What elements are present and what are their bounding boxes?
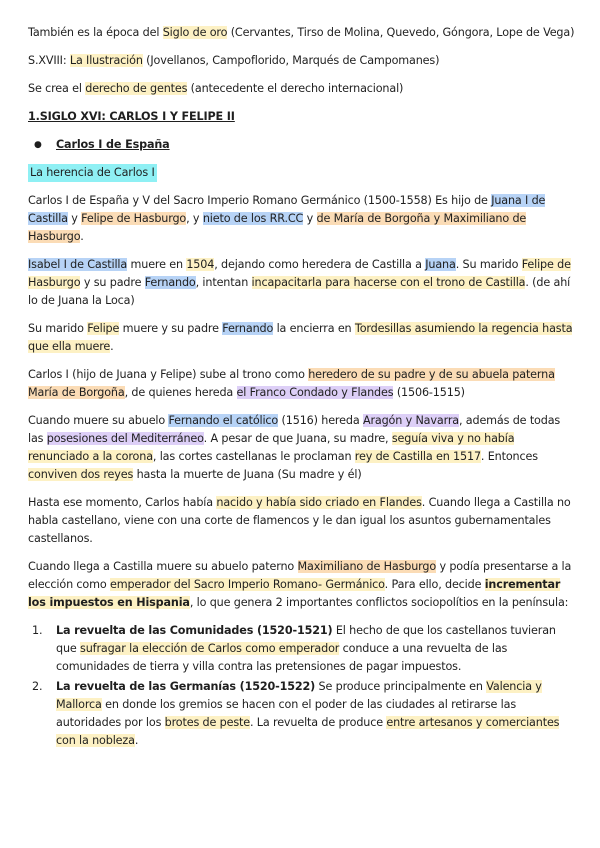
highlight: Valencia y Mallorca <box>56 680 542 711</box>
highlight: el Franco Condado y Flandes <box>236 386 394 399</box>
text: , lo que genera 2 importantes conflictos sociopolítios en la península: <box>189 596 569 609</box>
text: . <box>110 340 114 353</box>
text: (1516) hereda <box>278 414 363 427</box>
highlight: Fernando <box>144 276 196 289</box>
text: y podía presentarse a la elección como <box>28 560 572 591</box>
text: Carlos I de España y V del Sacro Imperio Romano Germánico (1500-1558) Es hijo de <box>28 194 492 207</box>
text: y <box>67 212 82 225</box>
highlight: incrementar los impuestos en Hispania <box>28 578 561 609</box>
highlight: de María de Borgoña y Maximiliano de Hasburgo <box>28 212 527 243</box>
text: . <box>134 734 139 747</box>
conflict-list <box>28 622 576 750</box>
text: . <box>80 230 84 243</box>
text: hasta la muerte de Juana (Su madre y él) <box>133 468 362 481</box>
highlight: Siglo de oro <box>162 26 228 39</box>
highlight: Juana I de Castilla <box>28 194 546 225</box>
text: S.XVIII: <box>28 54 70 67</box>
heading-tag-paragraph <box>28 164 576 182</box>
paragraph-isabel <box>28 256 576 310</box>
highlight: La Ilustración <box>69 54 143 67</box>
paragraph-carlos-trono <box>28 366 576 402</box>
highlight: heredero de su padre y de su abuela paterna María de Borgoña <box>28 368 555 399</box>
highlight: Felipe de Hasburgo <box>81 212 187 225</box>
list-item <box>28 678 576 750</box>
highlight: Isabel I de Castilla <box>28 258 128 271</box>
text: en donde los gremios se hacen con el poder de las ciudades al retirarse las autoridades por los <box>56 698 517 729</box>
text: Cuando llega a Castilla muere su abuelo paterno <box>28 560 298 573</box>
text: y <box>303 212 317 225</box>
text: . Cuando llega a Castilla no habla castellano, viene con una corte de flamencos y le dan igual los asuntos gubernamentales castellanos. <box>28 496 571 545</box>
text: , además de todas las <box>28 414 561 445</box>
text: Carlos I (hijo de Juana y Felipe) sube al trono como <box>28 368 309 381</box>
heading-tag: La herencia de Carlos I <box>28 164 157 182</box>
highlight: 1504 <box>186 258 215 271</box>
highlight: derecho de gentes <box>85 82 188 95</box>
list-item-title: La revuelta de las Germanías (1520-1522) <box>56 680 316 693</box>
text: muere y su padre <box>119 322 223 335</box>
highlight: incapacitarla para hacerse con el trono de Castilla <box>251 276 526 289</box>
highlight: Felipe <box>87 322 120 335</box>
document-body <box>28 24 576 752</box>
highlight: Felipe de Hasburgo <box>28 258 571 289</box>
highlight: Fernando el católico <box>168 414 279 427</box>
text: El hecho de que los castellanos tuvieran que <box>56 624 556 655</box>
text: . A pesar de que Juana, su madre, <box>203 432 392 445</box>
text: . Su marido <box>455 258 522 271</box>
list-text <box>56 622 576 676</box>
text: , y <box>186 212 203 225</box>
text: . Para ello, decide <box>384 578 485 591</box>
highlight: entre artesanos y comerciantes con la nobleza <box>56 716 560 747</box>
bullet-title: Carlos I de España <box>56 138 170 151</box>
text: , dejando como heredera de Castilla a <box>214 258 426 271</box>
highlight: seguía viva y no había renunciado a la corona <box>28 432 515 463</box>
paragraph-derecho-gentes <box>28 80 576 98</box>
paragraph-carlos-origen <box>28 192 576 246</box>
highlight: rey de Castilla en 1517 <box>354 450 481 463</box>
highlight: emperador del Sacro Imperio Romano- Germánico <box>109 578 385 591</box>
paragraph-fernando <box>28 412 576 484</box>
text: Se produce principalmente en <box>315 680 487 693</box>
text: (1506-1515) <box>393 386 465 399</box>
text: También es la época del <box>28 26 163 39</box>
text: , las cortes castellanas le proclaman <box>152 450 355 463</box>
text: Hasta ese momento, Carlos había <box>28 496 217 509</box>
text: Cuando muere su abuelo <box>28 414 169 427</box>
paragraph-felipe-muere <box>28 320 576 356</box>
highlight: nieto de los RR.CC <box>202 212 304 225</box>
paragraph-siglo-de-oro <box>28 24 576 42</box>
highlight: conviven dos reyes <box>28 468 134 481</box>
text: Su marido <box>28 322 88 335</box>
list-text <box>56 678 576 750</box>
bullet-icon: ● <box>34 140 42 150</box>
list-number: 2. <box>32 680 43 693</box>
highlight: Aragón y Navarra <box>362 414 459 427</box>
highlight: brotes de peste <box>164 716 250 729</box>
text: conduce a una revuelta de las comunidades de tierra y villa contra las pretensiones de pagar impuestos. <box>56 642 508 673</box>
highlight: sufragar la elección de Carlos como emperador <box>80 642 340 655</box>
text: , de quienes hereda <box>124 386 237 399</box>
paragraph-maximiliano <box>28 558 576 612</box>
paragraph-ilustracion <box>28 52 576 70</box>
text: . Entonces <box>480 450 538 463</box>
list-item <box>28 622 576 676</box>
text: (Jovellanos, Campoflorido, Marqués de Campomanes) <box>142 54 440 67</box>
text: (Cervantes, Tirso de Molina, Quevedo, Góngora, Lope de Vega) <box>227 26 575 39</box>
text: . La revuelta de produce <box>249 716 387 729</box>
text: . (de ahí lo de Juana la Loca) <box>28 276 571 307</box>
text: (antecedente el derecho internacional) <box>187 82 404 95</box>
highlight: posesiones del Mediterráneo <box>46 432 204 445</box>
text: , intentan <box>195 276 252 289</box>
highlight: Tordesillas asumiendo la regencia hasta que ella muere <box>28 322 573 353</box>
text: muere en <box>127 258 187 271</box>
text: y su padre <box>80 276 145 289</box>
section-title: 1.SIGLO XVI: CARLOS I Y FELIPE II <box>28 110 235 123</box>
list-item-title: La revuelta de las Comunidades (1520-1521) <box>56 624 333 637</box>
highlight: Maximiliano de Hasburgo <box>297 560 437 573</box>
highlight: nacido y había sido criado en Flandes <box>216 496 422 509</box>
paragraph-flandes <box>28 494 576 548</box>
highlight: Fernando <box>222 322 274 335</box>
highlight: Juana <box>425 258 456 271</box>
text: Se crea el <box>28 82 86 95</box>
text: la encierra en <box>273 322 355 335</box>
bullet-item <box>28 136 576 154</box>
list-number: 1. <box>32 624 43 637</box>
